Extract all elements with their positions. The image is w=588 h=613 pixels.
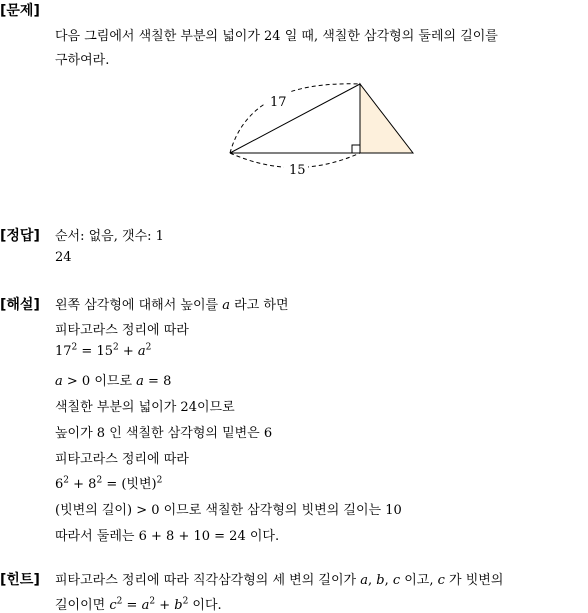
solution-line9: (빗변의 길이) > 0 이므로 색칠한 삼각형의 빗변의 길이는 10	[55, 503, 402, 518]
label-17: 17	[270, 95, 287, 110]
hint-line2: 길이이면 $c^2 = a^2 + b^2$ 이다.	[55, 596, 222, 613]
shaded-triangle	[360, 84, 413, 153]
solution-line4: a > 0 이므로 a = 8	[55, 374, 172, 389]
problem-text-line2: 구하여라.	[55, 53, 110, 68]
solution-tag: [해설]	[0, 297, 40, 313]
solution-line5: 색칠한 부분의 넓이가 24이므로	[55, 400, 235, 415]
solution-line6: 높이가 8 인 색칠한 삼각형의 밑변은 6	[55, 426, 273, 441]
answer-meta: 순서: 없음, 갯수: 1	[55, 229, 164, 244]
label-15: 15	[289, 163, 306, 178]
solution-line10: 따라서 둘레는 6 + 8 + 10 = 24 이다.	[55, 529, 280, 544]
solution-line8: $6^2 + 8^2$ = (빗변)$^2$	[55, 475, 163, 492]
left-triangle	[230, 84, 360, 153]
hint-line1: 피타고라스 정리에 따라 직각삼각형의 세 변의 길이가 a, b, c 이고, c 가 빗변의	[55, 573, 504, 588]
answer-tag: [정답]	[0, 228, 40, 244]
answer-value: 24	[55, 250, 72, 265]
right-angle-mark	[352, 145, 360, 153]
solution-line2: 피타고라스 정리에 따라	[55, 323, 189, 338]
solution-line7: 피타고라스 정리에 따라	[55, 452, 189, 467]
solution-line3: $17^2 = 15^2 + a^2$	[55, 342, 152, 359]
problem-text-line1: 다음 그림에서 색칠한 부분의 넓이가 24 일 때, 색칠한 삼각형의 둘레의 길이를	[55, 29, 498, 44]
hint-tag: [힌트]	[0, 572, 40, 588]
solution-line1: 왼쪽 삼각형에 대해서 높이를 a 라고 하면	[55, 298, 289, 313]
problem-tag: [문제]	[0, 3, 40, 19]
